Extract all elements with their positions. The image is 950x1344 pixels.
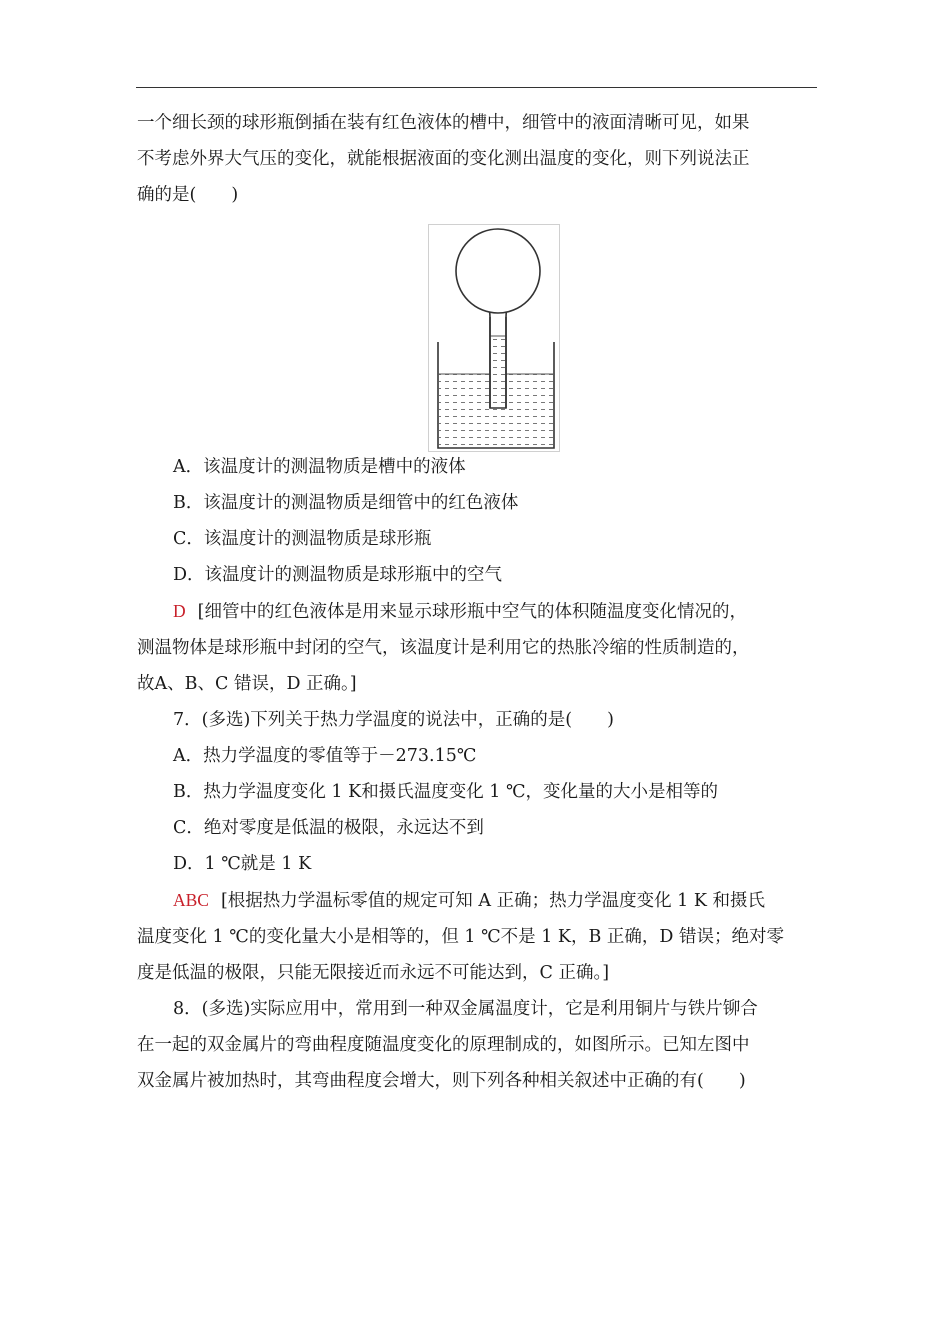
- header-rule: [136, 87, 817, 88]
- question-8-stem-line: 双金属片被加热时，其弯曲程度会增大，则下列各种相关叙述中正确的有( ): [137, 1071, 746, 1091]
- thermometer-figure: [137, 213, 817, 449]
- option-a: A．该温度计的测温物质是槽中的液体: [173, 457, 466, 477]
- answer-key: D: [173, 601, 186, 621]
- question-8-stem-line: 在一起的双金属片的弯曲程度随温度变化的原理制成的，如图所示。已知左图中: [137, 1035, 750, 1055]
- tube-liquid-column: [491, 336, 505, 407]
- stem-line: 确的是( ): [137, 185, 239, 205]
- explanation-text: [细管中的红色液体是用来显示球形瓶中空气的体积随温度变化情况的，: [197, 602, 747, 622]
- option-d: D．该温度计的测温物质是球形瓶中的空气: [173, 565, 503, 585]
- explanation-text: [根据热力学温标零值的规定可知 A 正确；热力学温度变化 1 K 和摄氏: [220, 891, 765, 911]
- explanation-line: 测温物体是球形瓶中封闭的空气，该温度计是利用它的热胀冷缩的性质制造的，: [137, 638, 750, 658]
- option-b: B．该温度计的测温物质是细管中的红色液体: [173, 493, 519, 513]
- question-6-options: [137, 449, 817, 593]
- stem-line: 不考虑外界大气压的变化，就能根据液面的变化测出温度的变化，则下列说法正: [137, 149, 750, 169]
- option-d: D．1 ℃就是 1 K: [173, 854, 312, 874]
- question-7-answer: [137, 882, 817, 991]
- explanation-line: 故A、B、C 错误，D 正确。]: [137, 674, 357, 694]
- question-6-stem: [137, 105, 817, 213]
- question-8: [137, 991, 817, 1099]
- explanation-line: 度是低温的极限，只能无限接近而永远不可能达到，C 正确。]: [137, 963, 610, 983]
- option-b: B．热力学温度变化 1 K和摄氏温度变化 1 ℃，变化量的大小是相等的: [173, 782, 719, 802]
- flask-diagram: [428, 224, 560, 452]
- option-c: C．绝对零度是低温的极限，永远达不到: [173, 818, 484, 838]
- answer-key: ABC: [173, 890, 209, 910]
- flask-bulb: [456, 229, 540, 313]
- answer-line: [137, 593, 817, 630]
- option-a: A．热力学温度的零值等于－273.15℃: [173, 746, 477, 766]
- option-c: C．该温度计的测温物质是球形瓶: [173, 529, 432, 549]
- answer-line: [137, 882, 817, 919]
- question-8-stem: 8．(多选)实际应用中，常用到一种双金属温度计，它是利用铜片与铁片铆合: [173, 999, 758, 1019]
- document-body: [137, 105, 817, 1099]
- question-7: [137, 702, 817, 882]
- explanation-line: 温度变化 1 ℃的变化量大小是相等的，但 1 ℃不是 1 K，B 正确，D 错误；绝对零: [137, 927, 785, 947]
- stem-line: 一个细长颈的球形瓶倒插在装有红色液体的槽中，细管中的液面清晰可见，如果: [137, 113, 750, 133]
- question-6-answer: [137, 593, 817, 702]
- question-7-stem: 7．(多选)下列关于热力学温度的说法中，正确的是( ): [173, 710, 614, 730]
